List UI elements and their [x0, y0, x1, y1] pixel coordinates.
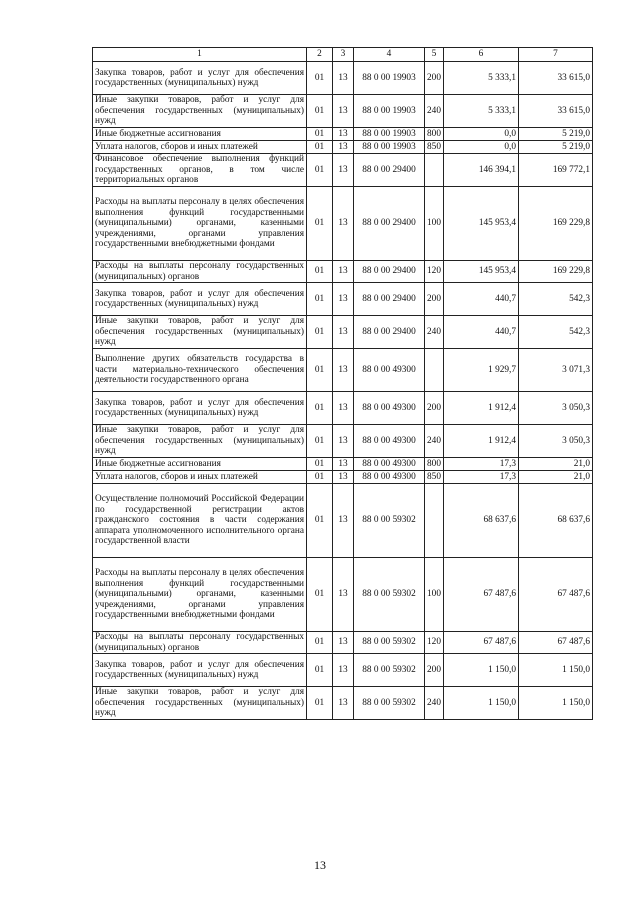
cell-amount-col7: 1 150,0 — [519, 687, 593, 720]
cell-name: Осуществление полномочий Российской Федерации по государственной регистрации актов гражданского состояния в части содержания аппарата уполномоченного исполнительного органа государственной власти — [93, 484, 307, 558]
table-row — [93, 392, 593, 425]
table-row — [93, 349, 593, 392]
table-row — [93, 654, 593, 687]
cell-subsection: 13 — [333, 154, 354, 187]
cell-subsection: 13 — [333, 349, 354, 392]
cell-name: Иные закупки товаров, работ и услуг для обеспечения государственных (муниципальных) нужд — [93, 316, 307, 349]
cell-section: 01 — [307, 632, 333, 654]
cell-amount-col7: 67 487,6 — [519, 632, 593, 654]
page-number: 13 — [314, 858, 326, 872]
cell-amount-col6: 68 637,6 — [444, 484, 519, 558]
cell-target-item: 88 0 00 49300 — [354, 349, 425, 392]
cell-amount-col7: 3 050,3 — [519, 425, 593, 458]
cell-name: Финансовое обеспечение выполнения функций государственных органов, в том числе территориальных органов — [93, 154, 307, 187]
cell-subsection: 13 — [333, 471, 354, 484]
cell-amount-col6: 0,0 — [444, 128, 519, 141]
cell-amount-col6: 145 953,4 — [444, 187, 519, 261]
cell-name: Иные бюджетные ассигнования — [93, 458, 307, 471]
cell-section: 01 — [307, 316, 333, 349]
cell-subsection: 13 — [333, 632, 354, 654]
cell-amount-col7: 169 772,1 — [519, 154, 593, 187]
cell-target-item: 88 0 00 59302 — [354, 632, 425, 654]
cell-amount-col6: 1 912,4 — [444, 392, 519, 425]
cell-name: Расходы на выплаты персоналу государственных (муниципальных) органов — [93, 261, 307, 283]
column-header: 4 — [354, 48, 425, 62]
cell-expense-type: 800 — [425, 458, 444, 471]
column-header: 1 — [93, 48, 307, 62]
cell-amount-col7: 3 071,3 — [519, 349, 593, 392]
table-row — [93, 128, 593, 141]
cell-amount-col7: 33 615,0 — [519, 95, 593, 128]
cell-section: 01 — [307, 558, 333, 632]
cell-target-item: 88 0 00 59302 — [354, 558, 425, 632]
cell-section: 01 — [307, 654, 333, 687]
cell-subsection: 13 — [333, 141, 354, 154]
cell-subsection: 13 — [333, 484, 354, 558]
cell-expense-type: 120 — [425, 261, 444, 283]
cell-name: Уплата налогов, сборов и иных платежей — [93, 471, 307, 484]
cell-name: Закупка товаров, работ и услуг для обеспечения государственных (муниципальных) нужд — [93, 62, 307, 95]
table-row — [93, 154, 593, 187]
cell-amount-col7: 21,0 — [519, 471, 593, 484]
cell-amount-col6: 5 333,1 — [444, 95, 519, 128]
cell-amount-col6: 67 487,6 — [444, 558, 519, 632]
cell-section: 01 — [307, 425, 333, 458]
table-row — [93, 316, 593, 349]
column-header: 2 — [307, 48, 333, 62]
cell-amount-col6: 1 929,7 — [444, 349, 519, 392]
cell-target-item: 88 0 00 19903 — [354, 128, 425, 141]
cell-expense-type: 200 — [425, 283, 444, 316]
cell-target-item: 88 0 00 49300 — [354, 471, 425, 484]
table-row — [93, 62, 593, 95]
cell-name: Расходы на выплаты персоналу в целях обеспечения выполнения функций государственными (муниципальными) органами, казенными учреждениями, органами управления государственными внебюджетными фондами — [93, 187, 307, 261]
cell-section: 01 — [307, 484, 333, 558]
cell-expense-type: 200 — [425, 62, 444, 95]
cell-amount-col6: 17,3 — [444, 458, 519, 471]
table-header-row — [93, 48, 593, 62]
cell-section: 01 — [307, 349, 333, 392]
cell-amount-col7: 542,3 — [519, 283, 593, 316]
cell-amount-col7: 5 219,0 — [519, 128, 593, 141]
cell-section: 01 — [307, 392, 333, 425]
cell-target-item: 88 0 00 29400 — [354, 316, 425, 349]
cell-expense-type — [425, 154, 444, 187]
table-row — [93, 471, 593, 484]
cell-section: 01 — [307, 458, 333, 471]
cell-name: Закупка товаров, работ и услуг для обеспечения государственных (муниципальных) нужд — [93, 654, 307, 687]
cell-amount-col7: 3 050,3 — [519, 392, 593, 425]
cell-amount-col6: 5 333,1 — [444, 62, 519, 95]
cell-expense-type: 800 — [425, 128, 444, 141]
column-header: 5 — [425, 48, 444, 62]
cell-name: Закупка товаров, работ и услуг для обеспечения государственных (муниципальных) нужд — [93, 392, 307, 425]
cell-expense-type: 850 — [425, 471, 444, 484]
cell-amount-col6: 145 953,4 — [444, 261, 519, 283]
cell-section: 01 — [307, 261, 333, 283]
cell-target-item: 88 0 00 29400 — [354, 261, 425, 283]
cell-expense-type — [425, 484, 444, 558]
cell-target-item: 88 0 00 59302 — [354, 654, 425, 687]
cell-amount-col7: 169 229,8 — [519, 187, 593, 261]
table-row — [93, 484, 593, 558]
cell-expense-type: 200 — [425, 392, 444, 425]
cell-name: Иные закупки товаров, работ и услуг для обеспечения государственных (муниципальных) нужд — [93, 95, 307, 128]
cell-expense-type: 100 — [425, 187, 444, 261]
cell-amount-col7: 542,3 — [519, 316, 593, 349]
cell-amount-col6: 1 150,0 — [444, 687, 519, 720]
cell-subsection: 13 — [333, 261, 354, 283]
cell-name: Иные закупки товаров, работ и услуг для обеспечения государственных (муниципальных) нужд — [93, 425, 307, 458]
table-row — [93, 632, 593, 654]
cell-amount-col6: 17,3 — [444, 471, 519, 484]
cell-target-item: 88 0 00 19903 — [354, 141, 425, 154]
table-row — [93, 425, 593, 458]
cell-name: Иные закупки товаров, работ и услуг для обеспечения государственных (муниципальных) нужд — [93, 687, 307, 720]
table-row — [93, 458, 593, 471]
cell-subsection: 13 — [333, 95, 354, 128]
cell-target-item: 88 0 00 29400 — [354, 283, 425, 316]
cell-expense-type: 120 — [425, 632, 444, 654]
cell-amount-col6: 146 394,1 — [444, 154, 519, 187]
cell-target-item: 88 0 00 59302 — [354, 484, 425, 558]
cell-expense-type: 240 — [425, 425, 444, 458]
cell-target-item: 88 0 00 29400 — [354, 154, 425, 187]
cell-expense-type: 240 — [425, 687, 444, 720]
cell-amount-col7: 1 150,0 — [519, 654, 593, 687]
column-header: 7 — [519, 48, 593, 62]
cell-expense-type: 240 — [425, 316, 444, 349]
cell-name: Иные бюджетные ассигнования — [93, 128, 307, 141]
cell-target-item: 88 0 00 49300 — [354, 425, 425, 458]
cell-name: Расходы на выплаты персоналу в целях обеспечения выполнения функций государственными (муниципальными) органами, казенными учреждениями, органами управления государственными внебюджетными фондами — [93, 558, 307, 632]
budget-table — [92, 47, 593, 720]
table-row — [93, 283, 593, 316]
cell-section: 01 — [307, 62, 333, 95]
cell-amount-col6: 440,7 — [444, 283, 519, 316]
cell-expense-type: 850 — [425, 141, 444, 154]
cell-name: Расходы на выплаты персоналу государственных (муниципальных) органов — [93, 632, 307, 654]
cell-amount-col7: 5 219,0 — [519, 141, 593, 154]
cell-amount-col6: 440,7 — [444, 316, 519, 349]
cell-subsection: 13 — [333, 392, 354, 425]
table-row — [93, 187, 593, 261]
table-row — [93, 558, 593, 632]
cell-target-item: 88 0 00 29400 — [354, 187, 425, 261]
cell-expense-type — [425, 349, 444, 392]
cell-amount-col6: 67 487,6 — [444, 632, 519, 654]
cell-subsection: 13 — [333, 62, 354, 95]
cell-subsection: 13 — [333, 558, 354, 632]
cell-section: 01 — [307, 141, 333, 154]
cell-target-item: 88 0 00 49300 — [354, 392, 425, 425]
cell-amount-col7: 169 229,8 — [519, 261, 593, 283]
cell-section: 01 — [307, 471, 333, 484]
cell-expense-type: 240 — [425, 95, 444, 128]
cell-amount-col7: 33 615,0 — [519, 62, 593, 95]
cell-target-item: 88 0 00 49300 — [354, 458, 425, 471]
cell-subsection: 13 — [333, 187, 354, 261]
cell-name: Уплата налогов, сборов и иных платежей — [93, 141, 307, 154]
cell-amount-col7: 67 487,6 — [519, 558, 593, 632]
cell-section: 01 — [307, 187, 333, 261]
cell-subsection: 13 — [333, 283, 354, 316]
table-row — [93, 687, 593, 720]
cell-section: 01 — [307, 283, 333, 316]
cell-subsection: 13 — [333, 425, 354, 458]
cell-amount-col6: 1 912,4 — [444, 425, 519, 458]
table-row — [93, 95, 593, 128]
cell-amount-col7: 68 637,6 — [519, 484, 593, 558]
cell-subsection: 13 — [333, 687, 354, 720]
cell-section: 01 — [307, 154, 333, 187]
cell-expense-type: 200 — [425, 654, 444, 687]
cell-target-item: 88 0 00 59302 — [354, 687, 425, 720]
table-row — [93, 261, 593, 283]
cell-target-item: 88 0 00 19903 — [354, 95, 425, 128]
cell-target-item: 88 0 00 19903 — [354, 62, 425, 95]
column-header: 3 — [333, 48, 354, 62]
table-body — [93, 62, 593, 720]
cell-amount-col7: 21,0 — [519, 458, 593, 471]
column-header: 6 — [444, 48, 519, 62]
cell-amount-col6: 1 150,0 — [444, 654, 519, 687]
cell-subsection: 13 — [333, 316, 354, 349]
cell-amount-col6: 0,0 — [444, 141, 519, 154]
cell-name: Закупка товаров, работ и услуг для обеспечения государственных (муниципальных) нужд — [93, 283, 307, 316]
cell-subsection: 13 — [333, 128, 354, 141]
cell-expense-type: 100 — [425, 558, 444, 632]
cell-section: 01 — [307, 95, 333, 128]
cell-subsection: 13 — [333, 654, 354, 687]
cell-subsection: 13 — [333, 458, 354, 471]
cell-section: 01 — [307, 687, 333, 720]
cell-name: Выполнение других обязательств государства в части материально-технического обеспечения деятельности государственного органа — [93, 349, 307, 392]
table-row — [93, 141, 593, 154]
cell-section: 01 — [307, 128, 333, 141]
